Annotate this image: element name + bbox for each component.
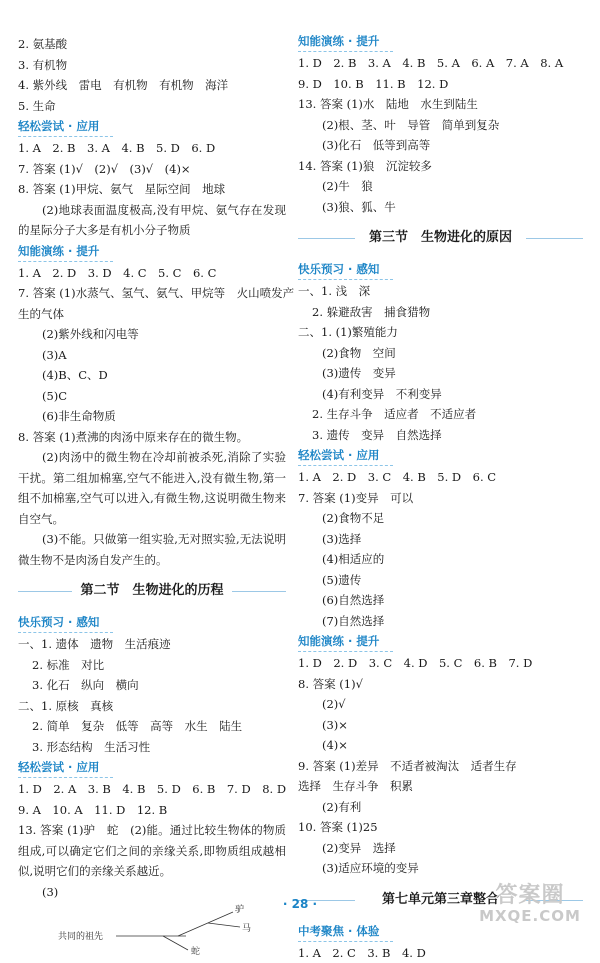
answer-line: 9. A 10. A 11. D 12. B [18,800,286,821]
answer-line: 8. 答案 (1)甲烷、氨气 星际空间 地球 [18,179,286,200]
answer-line: 1. D 2. B 3. A 4. B 5. A 6. A 7. A 8. A [298,53,583,74]
answer-line: 1. A 2. D 3. D 4. C 5. C 6. C [18,263,286,284]
answer-subline: (2)食物 空间 [298,343,583,364]
answer-subline: (3)狼、狐、牛 [298,197,583,218]
answer-paragraph: (3)不能。只做第一组实验,无对照实验,无法说明微生物不是肉汤自发产生的。 [18,529,286,570]
answer-line: 2. 生存斗争 适应者 不适应者 [298,404,583,425]
answer-line: 9. 答案 (1)差异 不适者被淘汰 适者生存 [298,756,583,777]
page-number: · 28 · [0,897,600,911]
answer-subline: (5)C [18,386,286,407]
tree-leaf-label: 蛇 [191,945,200,957]
answer-subline: (3) [18,882,286,903]
answer-subline: (3)遗传 变异 [298,363,583,384]
answer-subline: (2)食物不足 [298,508,583,529]
answer-subline: (4)相适应的 [298,549,583,570]
chapter-title: 第二节 生物进化的历程 [18,574,286,608]
answer-line: 4. 紫外线 雷电 有机物 有机物 海洋 [18,75,286,96]
answer-subline: (3)A [18,345,286,366]
answer-line: 2. 躲避敌害 捕食猎物 [298,302,583,323]
answer-paragraph: (2)地球表面温度极高,没有甲烷、氨气存在发现的星际分子大多是有机小分子物质 [18,200,286,241]
left-column [18,34,286,958]
answer-line: 7. 答案 (1)√ (2)√ (3)√ (4)× [18,159,286,180]
right-column [298,34,583,963]
section-heading: 快乐预习 · 感知 [18,613,113,633]
answer-line: 二、1. 原核 真核 [18,696,286,717]
answer-line: 8. 答案 (1)煮沸的肉汤中原来存在的微生物。 [18,427,286,448]
chapter-title: 第七单元第三章整合 [298,883,583,917]
answer-line: 1. A 2. B 3. A 4. B 5. D 6. D [18,138,286,159]
watermark-url: MXQE.COM [470,907,590,925]
answer-line: 1. D 2. A 3. B 4. B 5. D 6. B 7. D 8. D [18,779,286,800]
answer-line: 1. A 2. D 3. C 4. B 5. D 6. C [298,467,583,488]
answer-paragraph: 13. 答案 (1)驴 蛇 (2)能。通过比较生物体的物质组成,可以确定它们之间的亲缘关系,即物质组成越相似,说明它们的亲缘关系越近。 [18,820,286,882]
section-heading: 轻松尝试 · 应用 [298,446,393,466]
answer-subline: (2)有利 [298,797,583,818]
tree-root-label: 共同的祖先 [58,930,103,942]
watermark-text: 答案圈 [470,885,590,907]
answer-subline: (6)非生命物质 [18,406,286,427]
answer-line: 3. 形态结构 生活习性 [18,737,286,758]
chapter-title: 第三节 生物进化的原因 [298,221,583,255]
tree-branch [178,912,233,936]
answer-line: 14. 答案 (1)狼 沉淀较多 [298,156,583,177]
answer-line: 3. 遗传 变异 自然选择 [298,425,583,446]
answer-line: 1. D 2. D 3. C 4. D 5. C 6. B 7. D [298,653,583,674]
answer-subline: (3)化石 低等到高等 [298,135,583,156]
answer-line: 二、1. (1)繁殖能力 [298,322,583,343]
section-heading: 知能演练 · 提升 [298,632,393,652]
answer-line: 选择 生存斗争 积累 [298,776,583,797]
answer-subline: (2)变异 选择 [298,838,583,859]
answer-subline: (2)根、茎、叶 导管 简单到复杂 [298,115,583,136]
section-heading: 轻松尝试 · 应用 [18,117,113,137]
answer-line: 7. 答案 (1)水蒸气、氢气、氨气、甲烷等 火山喷发产 [18,283,286,304]
answer-subline: (6)自然选择 [298,590,583,611]
watermark-logo [470,885,590,929]
tree-branch [163,936,188,950]
answer-subline: (2)牛 狼 [298,176,583,197]
answer-line: 3. 有机物 [18,55,286,76]
answer-subline: (2)紫外线和闪电等 [18,324,286,345]
tree-leaf-label: 驴 [235,903,244,915]
answer-subline: (2)√ [298,694,583,715]
answer-subline: (7)自然选择 [298,611,583,632]
answer-line: 7. 答案 (1)变异 可以 [298,488,583,509]
tree-leaf-label: 马 [242,923,251,934]
section-heading: 轻松尝试 · 应用 [18,758,113,778]
answer-line: 生的气体 [18,304,286,325]
section-heading: 快乐预习 · 感知 [298,260,393,280]
answer-line: 5. 生命 [18,96,286,117]
answer-line: 1. A 2. C 3. B 4. D [298,943,583,963]
answer-subline: (3)选择 [298,529,583,550]
answer-line: 8. 答案 (1)√ [298,674,583,695]
section-heading: 中考聚焦 · 体验 [298,922,393,942]
answer-line: 一、1. 浅 深 [298,281,583,302]
answer-line: 3. 化石 纵向 横向 [18,675,286,696]
answer-line: 13. 答案 (1)水 陆地 水生到陆生 [298,94,583,115]
answer-subline: (4)× [298,735,583,756]
answer-line: 2. 标准 对比 [18,655,286,676]
section-heading: 知能演练 · 提升 [18,242,113,262]
answer-line: 9. D 10. B 11. B 12. D [298,74,583,95]
section-heading: 知能演练 · 提升 [298,32,393,52]
answer-subline: (4)B、C、D [18,365,286,386]
answer-line: 一、1. 遗体 遗物 生活痕迹 [18,634,286,655]
answer-paragraph: (2)肉汤中的微生物在冷却前被杀死,消除了实验干扰。第二组加棉塞,空气不能进入,没有微生物,第一组不加棉塞,空气可以进入,有微生物,这说明微生物来自空气。 [18,447,286,529]
answer-subline: (3)× [298,715,583,736]
tree-branch [208,923,240,927]
answer-line: 2. 氨基酸 [18,34,286,55]
answer-subline: (4)有利变异 不利变异 [298,384,583,405]
answer-subline: (5)遗传 [298,570,583,591]
answer-line: 2. 简单 复杂 低等 高等 水生 陆生 [18,716,286,737]
answer-subline: (3)适应环境的变异 [298,858,583,879]
answer-line: 10. 答案 (1)25 [298,817,583,838]
